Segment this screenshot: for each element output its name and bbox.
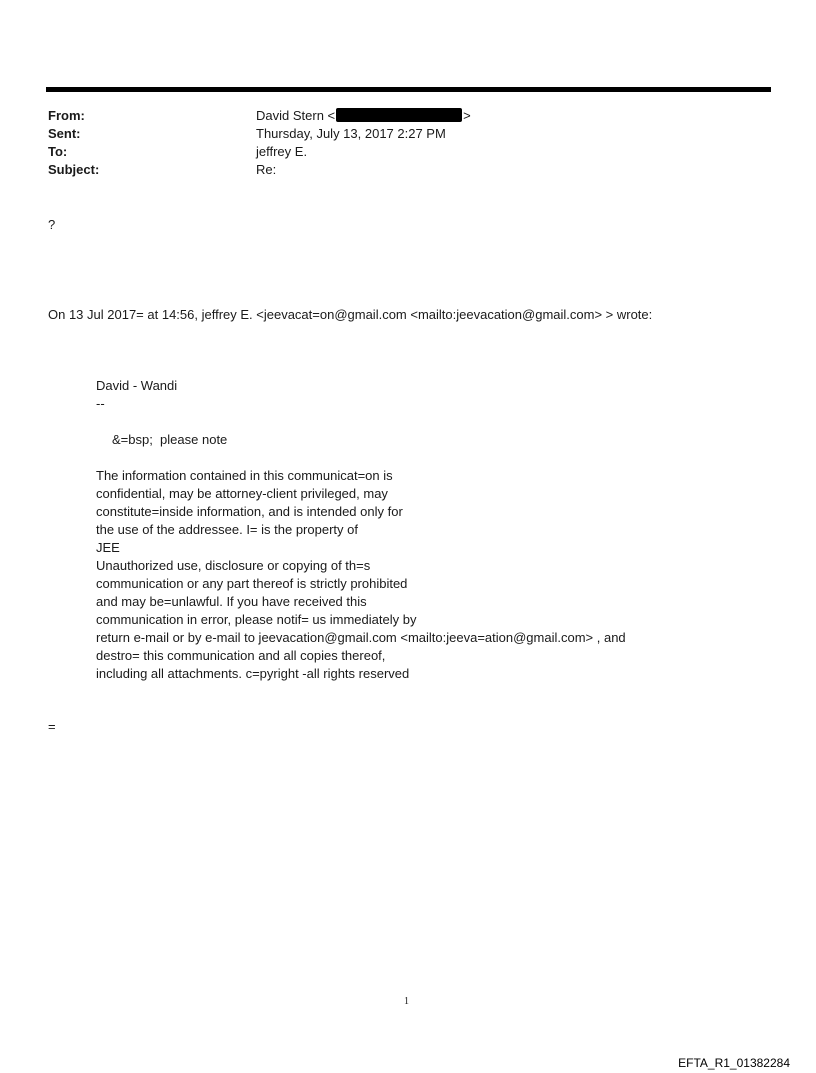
subject-value: Re: — [256, 162, 277, 177]
disclaimer-line: Unauthorized use, disclosure or copying of th=s — [96, 558, 371, 573]
from-value — [256, 107, 471, 125]
disclaimer-line: communication or any part thereof is strictly prohibited — [96, 576, 408, 591]
disclaimer-line: return e-mail or by e-mail to jeevacation@gmail.com <mailto:jeeva=ation@gmail.com> , and — [96, 630, 626, 645]
bates-id: EFTA_R1_01382284 — [678, 1056, 790, 1070]
sent-label: Sent: — [48, 126, 81, 141]
disclaimer-line: communication in error, please notif= us immediately by — [96, 612, 417, 627]
disclaimer-line: The information contained in this communicat=on is — [96, 468, 393, 483]
disclaimer-line: confidential, may be attorney-client privileged, may — [96, 486, 388, 501]
to-value: jeffrey E. — [256, 144, 308, 159]
signature-separator: -- — [96, 396, 105, 411]
disclaimer-line: constitute=inside information, and is intended only for — [96, 504, 403, 519]
to-label: To: — [48, 144, 68, 159]
disclaimer-line: JEE — [96, 540, 120, 555]
from-label: From: — [48, 108, 85, 123]
reply-text: ? — [48, 217, 56, 232]
from-close: > — [463, 108, 471, 123]
nbsp-note: &=bsp; please note — [112, 432, 228, 447]
disclaimer-line: the use of the addressee. I= is the property of — [96, 522, 358, 537]
from-name: David Stern < — [256, 108, 336, 123]
disclaimer-line: destro= this communication and all copies thereof, — [96, 648, 386, 663]
redaction-box — [336, 108, 462, 122]
sent-value: Thursday, July 13, 2017 2:27 PM — [256, 126, 446, 141]
trailer-text: = — [48, 719, 56, 734]
disclaimer-line: and may be=unlawful. If you have received this — [96, 594, 367, 609]
quoted-greeting: David - Wandi — [96, 378, 178, 393]
header-rule — [46, 87, 771, 92]
quote-intro: On 13 Jul 2017= at 14:56, jeffrey E. <jeevacat=on@gmail.com <mailto:jeevacation@gmail.com> > wrote: — [48, 307, 653, 322]
subject-label: Subject: — [48, 162, 100, 177]
page-number: 1 — [404, 996, 409, 1007]
disclaimer-line: including all attachments. c=pyright -all rights reserved — [96, 666, 410, 681]
